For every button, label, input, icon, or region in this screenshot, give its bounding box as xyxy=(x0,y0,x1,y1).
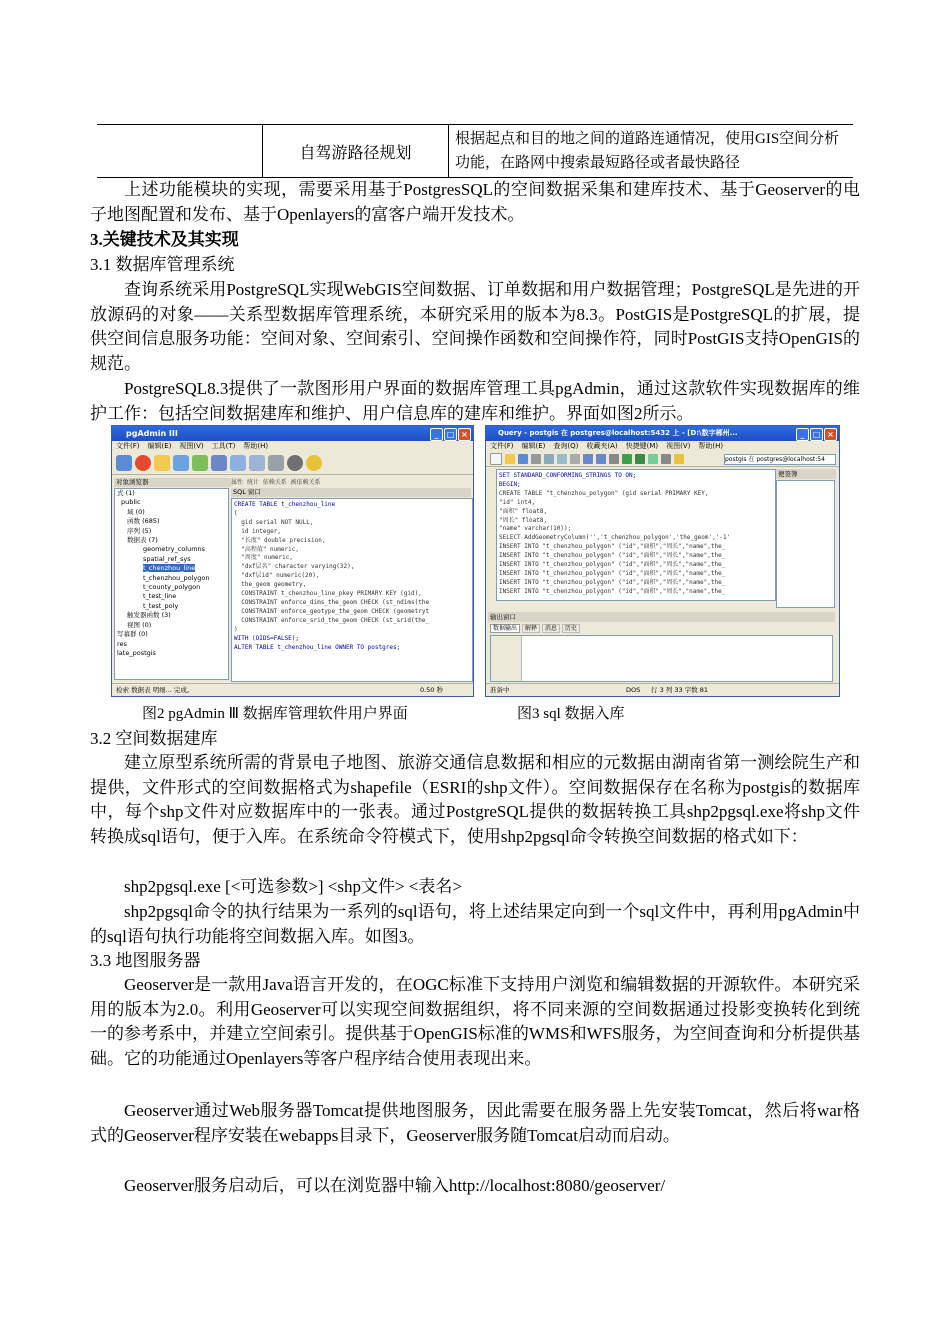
paragraph-pgadmin: PostgreSQL8.3提供了一款图形用户界面的数据库管理工具pgAdmin，通过这款软件实现数据库的维护工作：包括空间数据建库和维护、用户信息库的建库和维护。界面如图2所示。 xyxy=(90,379,860,423)
tree-item: 写幕群 (0) xyxy=(117,630,148,639)
paragraph-intro: 上述功能模块的实现，需要采用基于PostgresSQL的空间数据采集和建库技术、基于Geoserver的电子地图配置和发布、基于Openlayers的富客户端开发技术。 xyxy=(90,180,860,224)
tab-data-output: 数据输出 xyxy=(490,624,520,633)
tab-messages: 消息 xyxy=(542,624,560,633)
table-icon xyxy=(230,455,246,471)
menu-file: 文件(F) xyxy=(116,442,140,450)
status-text: 准备中 xyxy=(490,686,510,694)
close-icon: × xyxy=(824,428,837,441)
sql-line: SELECT AddGeometryColumn('','t_chenzhou_polygon','the_geom','-1' xyxy=(499,534,731,542)
status-bar xyxy=(486,683,839,696)
menu-tools: 工具(T) xyxy=(211,442,236,450)
sql-line: INSERT INTO "t_chenzhou_polygon" ("id","面积","周长","name",the_ xyxy=(499,578,726,586)
sql-line: id integer, xyxy=(234,527,281,535)
sql-line: ( xyxy=(234,509,238,517)
sql-line: INSERT INTO "t_chenzhou_polygon" ("id","面积","周长","name",the_ xyxy=(499,543,726,551)
sql-pane xyxy=(231,498,473,682)
function-table xyxy=(97,124,853,178)
tree-item: 触发器函数 (3) xyxy=(127,611,171,620)
sql-icon xyxy=(211,455,227,471)
sql-line: "面积" float8, xyxy=(499,507,548,515)
sql-line: "id" int4, xyxy=(499,498,536,506)
edit-icon xyxy=(249,455,265,471)
paragraph-spatial-db: 建立原型系统所需的背景电子地图、旅游交通信息数据和相应的元数据由湖南省第一测绘院生产和提供，文件形式的空间数据格式为shapefile（ESRI的shp文件）。空间数据保存在名称为postgis的数据库中，每个shp文件对应数据库中的一张表。通过PostgreSQL提供的数据转换工具shp2pgsql.exe将shp文件转换成sql语句，便于入库。在系统命令符模式下，使用shp2pgsql命令转换空间数据的格式如下： xyxy=(90,753,860,846)
tree-item: t_test_line xyxy=(143,592,177,601)
sql-line: the_geom geometry, xyxy=(234,581,307,589)
minimize-icon: _ xyxy=(430,428,443,441)
redo-icon xyxy=(596,454,606,464)
sql-line: gid serial NOT NULL, xyxy=(234,518,314,526)
sql-line: INSERT INTO "t_chenzhou_polygon" ("id","面积","周长","name",the_ xyxy=(499,587,726,595)
maximize-icon: □ xyxy=(810,428,823,441)
sql-line: ) xyxy=(234,625,238,633)
menu-edit: 编辑(E) xyxy=(521,442,546,450)
sql-line: CREATE TABLE t_chenzhou_line xyxy=(234,501,336,508)
object-browser-tree xyxy=(114,488,229,680)
sql-line: SET STANDARD_CONFORMING_STRINGS TO ON; xyxy=(499,472,637,479)
window-titlebar xyxy=(486,426,839,441)
output-title: 输出窗口 xyxy=(488,612,835,622)
tree-item: late_postgis xyxy=(117,648,156,657)
window-titlebar xyxy=(112,426,473,441)
menu-bar xyxy=(112,441,473,452)
figure-3-query-screenshot xyxy=(485,425,840,697)
output-grid xyxy=(490,635,833,682)
database-select: postgis 在 postgres@localhost:54 xyxy=(724,454,836,465)
menu-favorites: 收藏夹(A) xyxy=(586,442,618,450)
paragraph-geoserver: Geoserver是一款用Java语言开发的，在OGC标准下支持用户浏览和编辑数据的开源软件。本研究采用的版本为2.0。利用Geoserver可以实现空间数据组织，将不同来源的空间数据通过投影变换转化到统一的参考系中，并建立空间索引。提供基于OpenGIS标准的WMS和WFS服务，为空间查询和分析提供基础。它的功能通过Openlayers等客户程序结合使用表现出来。 xyxy=(90,975,860,1068)
scratchpad-title: 便签簿 xyxy=(776,469,836,479)
tree-item: t_county_polygon xyxy=(143,583,201,592)
sql-line: INSERT INTO "t_chenzhou_polygon" ("id","面积","周长","name",the_ xyxy=(499,552,726,560)
toolbar xyxy=(486,452,839,467)
tab-dependencies: 依赖关系 xyxy=(262,479,287,486)
tree-item: t_test_poly xyxy=(143,601,179,610)
status-bar xyxy=(112,683,473,696)
folder-icon xyxy=(154,455,170,471)
tab-statistics: 统计 xyxy=(246,479,259,486)
find-icon xyxy=(609,454,619,464)
menu-edit: 编辑(E) xyxy=(147,442,172,450)
section-heading-3: 3.关键技术及其实现 xyxy=(90,230,239,249)
tree-item: 数据表 (7) xyxy=(127,536,158,545)
sql-line: BEGIN; xyxy=(499,480,521,488)
copy-icon xyxy=(544,454,554,464)
figure-2-pgadmin-screenshot xyxy=(111,425,474,697)
window-title: Query - postgis 在 postgres@localhost:5432 上 - [D:\数字郴州... xyxy=(498,429,738,437)
sql-line: INSERT INTO "t_chenzhou_polygon" ("id","面积","周长","name",the_ xyxy=(499,569,726,577)
status-position: 行 3 列 33 字数 81 xyxy=(651,686,709,694)
tree-item: geometry_columns xyxy=(143,545,206,554)
connect-icon xyxy=(116,455,132,471)
menu-view: 视图(V) xyxy=(666,442,691,450)
scratchpad-pane xyxy=(776,480,835,608)
sql-line: ALTER TABLE t_chenzhou_line OWNER TO postgres; xyxy=(234,643,401,651)
sql-line: "name" varchar(10)); xyxy=(499,525,572,533)
menu-query: 查询(Q) xyxy=(553,442,579,450)
section-heading-3-3: 3.3 地图服务器 xyxy=(90,951,201,970)
status-format: DOS xyxy=(626,686,641,694)
properties-icon xyxy=(173,455,189,471)
toolbar xyxy=(112,452,473,475)
save-icon xyxy=(518,454,528,464)
table-cell-description: 根据起点和目的地之间的道路连通情况，使用GIS空间分析功能，在路网中搜索最短路径或者最快路径 xyxy=(455,131,840,171)
menu-macros: 快捷键(M) xyxy=(625,442,659,450)
output-row-header xyxy=(491,636,522,681)
tree-item: 视图 (0) xyxy=(127,620,152,629)
sql-line: "周长" float8, xyxy=(499,516,548,524)
open-icon xyxy=(505,454,515,464)
output-tabs xyxy=(490,624,580,633)
tab-history: 历史 xyxy=(562,624,580,633)
close-icon: × xyxy=(458,428,471,441)
status-time: 0.50 秒 xyxy=(419,686,443,694)
menu-file: 文件(F) xyxy=(490,442,514,450)
new-icon xyxy=(490,453,502,465)
paragraph-command: shp2pgsql.exe [<可选参数>] <shp文件> <表名> xyxy=(124,877,463,896)
tree-item: 式 (1) xyxy=(117,489,135,497)
tree-item: 域 (0) xyxy=(127,507,145,516)
tree-item-selected: t_chenzhou_line xyxy=(143,564,196,573)
maximize-icon: □ xyxy=(444,428,457,441)
table-cell-empty xyxy=(97,125,263,177)
tree-item: 序列 (5) xyxy=(127,526,152,535)
minimize-icon: _ xyxy=(796,428,809,441)
help-icon xyxy=(306,455,322,471)
sql-line: "高程值" numeric, xyxy=(234,545,299,553)
execute-icon xyxy=(622,454,632,464)
sql-line: CONSTRAINT enforce_srid_the_geom CHECK (st_srid(the_ xyxy=(234,616,430,624)
sql-line: CONSTRAINT enforce_dims_the_geom CHECK (st_ndims(the xyxy=(234,598,430,606)
sql-line: "dxf层名" character varying(32), xyxy=(234,563,355,571)
status-text: 检索 数据表 明细... 完成。 xyxy=(116,686,194,694)
execute-file-icon xyxy=(635,454,645,464)
paragraph-geoserver-start: Geoserver服务启动后，可以在浏览器中输入http://localhost:8080/geoserver/ xyxy=(124,1176,666,1195)
window-title: pgAdmin III xyxy=(126,429,178,438)
cut-icon xyxy=(531,454,541,464)
stop-icon xyxy=(661,454,671,464)
menu-view: 视图(V) xyxy=(179,442,204,450)
sql-line: WITH (OIDS=FALSE); xyxy=(234,634,300,642)
tree-item: spatial_ref_sys xyxy=(143,554,191,563)
sql-line: CONSTRAINT enforce_geotype_the_geom CHECK (geometryt xyxy=(234,607,430,615)
section-heading-3-2: 3.2 空间数据建库 xyxy=(90,729,218,748)
section-heading-3-1: 3.1 数据库管理系统 xyxy=(90,255,235,274)
paragraph-shp2pgsql: shp2pgsql命令的执行结果为一系列的sql语句，将上述结果定向到一个sql文件中，再利用pgAdmin中的sql语句执行功能将空间数据入库。如图3。 xyxy=(90,902,860,946)
tab-explain: 解释 xyxy=(522,624,540,633)
tab-properties: 属性 xyxy=(231,479,244,486)
browser-title: 对象浏览器 xyxy=(114,478,231,487)
tree-item: public xyxy=(121,498,141,507)
tree-item: res xyxy=(117,639,127,648)
paste-icon xyxy=(557,454,567,464)
create-icon xyxy=(192,455,208,471)
sql-line: CONSTRAINT t_chenzhou_line_pkey PRIMARY KEY (gid), xyxy=(234,590,422,598)
menu-help: 帮助(H) xyxy=(698,442,724,450)
sql-pane-title: SQL 窗口 xyxy=(231,488,471,497)
undo-icon xyxy=(583,454,593,464)
paragraph-postgresql: 查询系统采用PostgreSQL实现WebGIS空间数据、订单数据和用户数据管理；PostgreSQL是先进的开放源码的对象——关系型数据库管理系统，本研究采用的版本为8.3。PostGIS是PostgreSQL的扩展，提供空间信息服务功能：空间对象、空间索引、空间操作函数和空间操作符，同时PostGIS支持OpenGIS的规范。 xyxy=(90,280,860,373)
clear-icon xyxy=(570,454,580,464)
hint-icon xyxy=(287,455,303,471)
sql-line: "长度" double precision, xyxy=(234,536,326,544)
tab-dependents: 被依赖关系 xyxy=(290,479,321,486)
figure-2-caption: 图2 pgAdmin Ⅲ 数据库管理软件用户界面 xyxy=(142,706,408,722)
menu-help: 帮助(H) xyxy=(243,442,269,450)
tree-item: t_chenzhou_polygon xyxy=(143,573,210,582)
tree-item: 函数 (685) xyxy=(127,517,160,526)
sql-line: "dxf层id" numeric(20), xyxy=(234,572,320,580)
refresh-icon xyxy=(135,455,151,471)
help-icon xyxy=(674,454,684,464)
sql-line: CREATE TABLE "t_chenzhou_polygon" (gid serial PRIMARY KEY, xyxy=(499,489,709,497)
explain-icon xyxy=(648,454,658,464)
property-tabs xyxy=(231,478,469,487)
table-cell-module-name: 自驾游路径规划 xyxy=(263,125,449,177)
sql-line: "周度" numeric, xyxy=(234,554,293,562)
paragraph-tomcat: Geoserver通过Web服务器Tomcat提供地图服务，因此需要在服务器上先安装Tomcat，然后将war格式的Geoserver程序安装在webapps目录下，Geoserver服务随Tomcat启动而启动。 xyxy=(90,1101,860,1145)
plugin-icon xyxy=(268,455,284,471)
menu-bar xyxy=(486,441,839,452)
figure-3-caption: 图3 sql 数据入库 xyxy=(517,706,625,722)
sql-line: INSERT INTO "t_chenzhou_polygon" ("id","面积","周长","name",the_ xyxy=(499,561,726,569)
sql-editor xyxy=(496,469,776,601)
